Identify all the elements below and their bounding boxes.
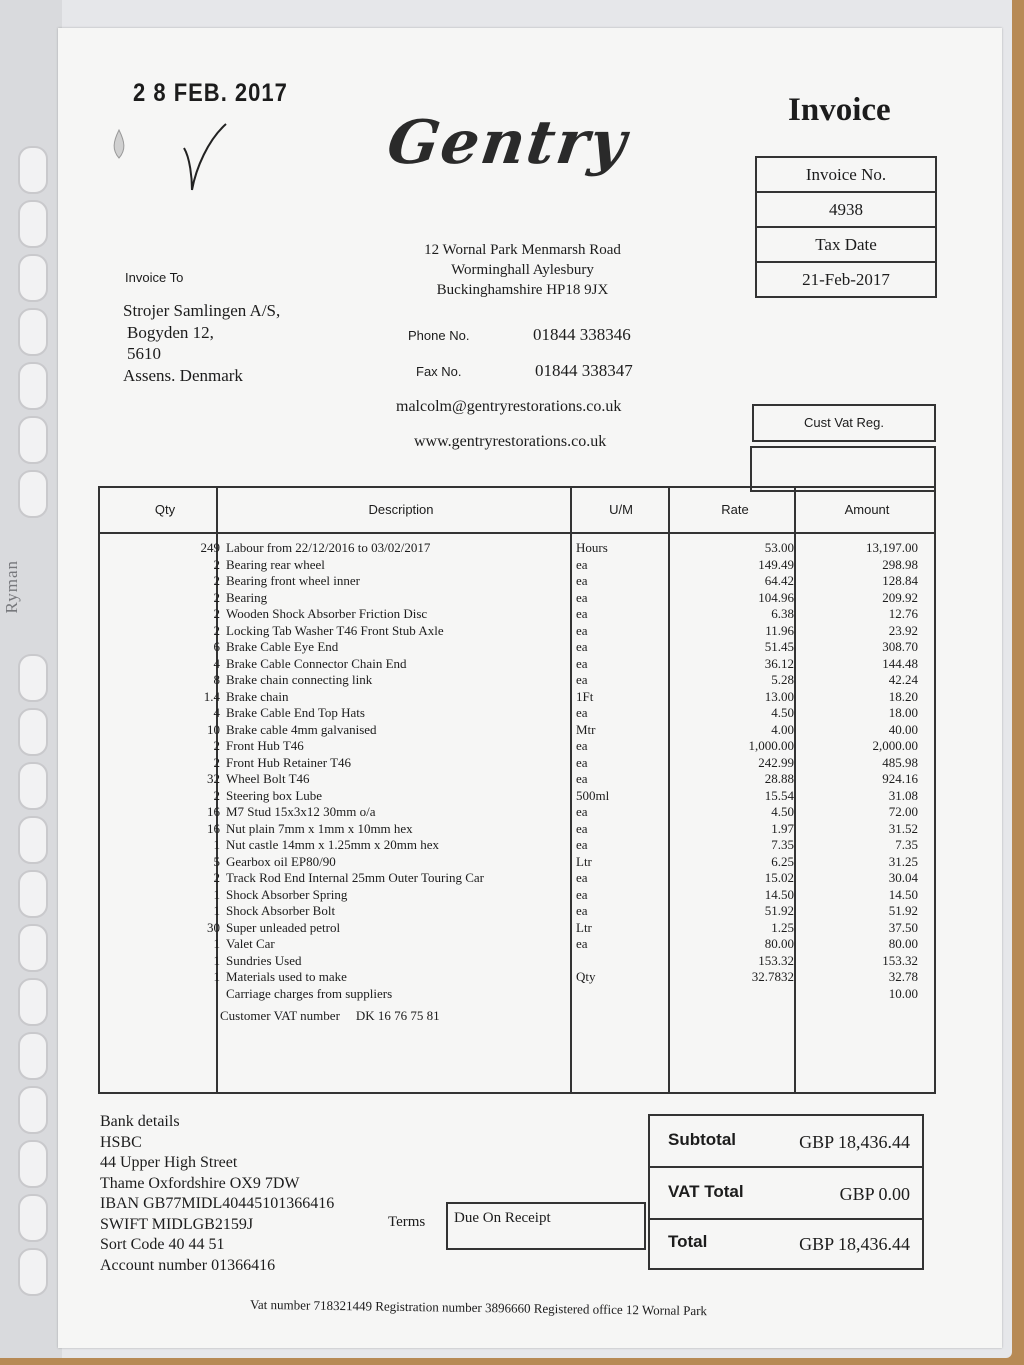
table-cell: 1.97 [771,820,794,836]
table-cell: 36.12 [764,655,794,671]
phone-label: Phone No. [408,328,470,343]
table-cell: 30 [207,919,220,935]
table-cell: 72.00 [888,804,918,819]
table-cell: 153.32 [758,952,794,968]
company-address [380,240,665,300]
table-cell: Track Rod End Internal 25mm Outer Touring Car [226,870,484,885]
table-cell: 104.96 [758,589,794,605]
customer-vat-value: DK 16 76 75 81 [355,1008,440,1023]
table-cell: 40.00 [888,721,918,737]
vat-total-value: GBP 0.00 [839,1184,910,1204]
punch-hole [18,200,48,248]
table-cell: 144.48 [882,655,918,671]
punch-hole [18,254,48,302]
qty-header: Qty [154,502,176,517]
footer-registration: Vat number 718321449 Registration number 3896660 Registered office 12 Wornal Park [249,1296,708,1319]
table-cell: ea [576,639,588,654]
bank-line: Sort Code 40 44 51 [100,1236,225,1253]
table-cell: 32.7832 [751,969,794,984]
punch-hole [18,762,48,810]
table-cell: 15.54 [764,787,794,803]
table-cell: Gearbox oil EP80/90 [226,853,336,869]
table-cell: 16 [207,820,220,836]
table-cell: 924.16 [882,771,918,786]
bank-line: IBAN GB77MIDL40445101366416 [100,1195,335,1212]
table-cell: 2 [213,622,220,638]
address-line: Worminghall Aylesbury [451,262,594,278]
table-cell: Ltr [576,919,592,935]
table-cell: 153.32 [882,952,918,968]
table-cell: ea [576,705,588,720]
table-cell: 7.35 [895,837,918,852]
table-cell: Brake chain [226,688,289,704]
table-cell: 64.42 [764,573,794,588]
punch-hole [18,978,48,1026]
punch-hole [18,816,48,864]
table-cell: ea [576,886,588,902]
table-cell: Super unleaded petrol [226,919,341,935]
table-cell: Ltr [576,853,592,869]
terms-value: Due On Receipt [446,1202,646,1250]
subtotal-label: Subtotal [668,1130,736,1149]
customer-vat-label: Customer VAT number [220,1008,340,1023]
table-cell: 1.4 [203,688,220,704]
table-cell: 2 [213,556,220,572]
terms-label: Terms [388,1214,426,1230]
rate-header: Rate [721,502,749,517]
table-cell: Valet Car [226,936,275,951]
table-cell: ea [576,903,588,918]
invoice-to-label: Invoice To [125,270,184,285]
table-cell: 4.50 [771,804,794,819]
customer-line: Strojer Samlingen A/S, [123,301,281,320]
totals-box [648,1114,924,1270]
company-logo: Gentry [383,108,633,178]
punch-hole [18,470,48,518]
qty-column [120,540,220,986]
table-cell: 4.00 [771,721,794,737]
punch-hole [18,1140,48,1188]
table-cell: Brake Cable Connector Chain End [226,655,407,671]
table-cell: 1 [213,952,220,968]
table-cell: 32.78 [888,969,918,984]
table-cell: 42.24 [888,672,918,687]
table-cell: 2 [213,606,220,621]
table-cell: 23.92 [888,622,918,638]
table-cell: 1Ft [576,688,594,704]
table-cell: Shock Absorber Bolt [226,903,336,918]
table-cell: 4 [213,655,220,671]
table-cell: 4.50 [771,705,794,720]
table-cell: 2 [213,870,220,885]
table-cell: 6.25 [771,853,794,869]
table-cell: ea [576,573,588,588]
table-cell: 31.25 [888,853,918,869]
table-cell: 1,000.00 [748,738,794,753]
punch-hole [18,708,48,756]
table-cell: 31.08 [888,787,918,803]
table-cell: Steering box Lube [226,787,323,803]
fax-label: Fax No. [416,364,462,379]
table-cell: 5.28 [771,672,794,687]
table-cell: 5 [213,853,220,869]
invoice-title: Invoice [788,92,891,128]
table-cell: 6.38 [771,606,794,621]
punch-hole [18,870,48,918]
table-cell: 51.92 [764,903,794,918]
punch-hole [18,1032,48,1080]
table-cell [576,953,666,970]
address-line: 12 Wornal Park Menmarsh Road [424,242,621,258]
table-cell: 37.50 [888,919,918,935]
email-address: malcolm@gentryrestorations.co.uk [396,398,622,415]
table-cell: 30.04 [888,870,918,885]
bank-line: Account number 01366416 [100,1256,276,1274]
tax-date: 21-Feb-2017 [802,270,890,289]
bank-line: HSBC [100,1133,142,1151]
customer-line: Assens. Denmark [123,365,243,385]
table-cell: 298.98 [882,556,918,572]
table-cell: Hours [576,540,608,555]
amount-column [806,540,918,1002]
table-cell: Bearing [226,589,268,605]
table-cell: Brake chain connecting link [226,672,373,687]
customer-line: 5610 [127,344,161,363]
table-cell: Nut plain 7mm x 1mm x 10mm hex [226,820,413,836]
table-cell: 6 [213,639,220,654]
table-cell: Brake Cable End Top Hats [226,705,365,720]
bank-line: 44 Upper High Street [100,1154,238,1171]
table-cell: Labour from 22/12/2016 to 03/02/2017 [226,540,431,555]
table-cell: 2 [213,573,220,588]
punch-hole [18,308,48,356]
rate-column [680,540,794,986]
table-cell: 7.35 [771,837,794,852]
fax-number: 01844 338347 [535,361,633,380]
bank-line: Thame Oxfordshire OX9 7DW [100,1174,300,1192]
table-cell: Carriage charges from suppliers [226,985,393,1001]
bank-line: Bank details [100,1113,180,1130]
table-cell: ea [576,556,588,572]
total-value: GBP 18,436.44 [799,1234,910,1254]
customer-line: Bogyden 12, [127,322,214,342]
table-cell: 485.98 [882,754,918,770]
table-cell: 1 [213,886,220,902]
subtotal-row [650,1116,922,1168]
table-cell: 249 [200,540,220,555]
table-cell: ea [576,804,588,819]
subtotal-value: GBP 18,436.44 [799,1132,910,1152]
um-header: U/M [609,502,633,517]
bank-details [100,1112,334,1276]
table-cell: Bearing rear wheel [226,556,325,572]
tax-date-label: Tax Date [757,228,935,263]
table-cell: 2 [213,754,220,770]
table-cell: 10 [207,721,220,737]
customer-address [123,300,280,386]
total-row [650,1218,922,1268]
punch-hole [18,362,48,410]
table-cell: Qty [576,969,596,984]
table-cell: 1 [213,936,220,951]
table-cell: Wheel Bolt T46 [226,771,310,786]
punch-hole [18,1248,48,1296]
total-label: Total [668,1232,708,1251]
table-cell: 14.50 [888,886,918,902]
table-cell: 10.00 [888,985,918,1001]
description-header: Description [368,502,434,517]
punch-hole [18,146,48,194]
table-cell: ea [576,870,588,885]
table-cell: 18.20 [888,688,918,704]
table-cell: 31.52 [888,820,918,836]
table-cell: 308.70 [882,639,918,654]
address-line: Buckinghamshire HP18 9JX [436,282,609,298]
table-cell: M7 Stud 15x3x12 30mm o/a [226,804,376,819]
table-cell: Brake cable 4mm galvanised [226,721,377,737]
table-cell: ea [576,820,588,836]
table-cell: Mtr [576,721,596,737]
table-cell: 128.84 [882,573,918,588]
column-divider [794,488,796,1092]
table-cell: ea [576,606,588,621]
table-cell: Locking Tab Washer T46 Front Stub Axle [226,622,444,638]
punch-hole [18,654,48,702]
table-cell: 242.99 [758,754,794,770]
table-cell: 53.00 [764,540,794,555]
table-cell: 14.50 [764,886,794,902]
table-cell: 209.92 [882,589,918,605]
column-divider [570,488,572,1092]
bank-line: SWIFT MIDLGB2159J [100,1215,254,1233]
table-cell: 80.00 [764,936,794,951]
table-cell: ea [576,754,588,770]
table-cell: 11.96 [765,622,794,638]
table-cell: 1 [213,837,220,852]
table-cell: 13,197.00 [866,540,918,555]
table-cell: 149.49 [758,556,794,572]
table-cell: Wooden Shock Absorber Friction Disc [226,606,428,621]
table-cell: 1.25 [771,919,794,935]
table-cell: Shock Absorber Spring [226,886,348,902]
table-cell: 1 [213,903,220,918]
table-cell: 500ml [576,787,610,803]
table-cell: 2,000.00 [872,738,918,753]
invoice-number: 4938 [757,193,935,228]
table-cell: 4 [213,705,220,720]
amount-header: Amount [844,502,890,517]
vat-total-row [650,1168,922,1220]
table-cell: Nut castle 14mm x 1.25mm x 20mm hex [226,837,440,852]
table-cell: 51.92 [888,903,918,918]
table-cell: Materials used to make [226,969,347,984]
cust-vat-reg-label: Cust Vat Reg. [752,404,936,442]
table-cell: Brake Cable Eye End [226,639,339,654]
table-cell: Front Hub T46 [226,738,304,753]
table-cell: ea [576,672,588,687]
table-cell: 15.02 [764,870,794,885]
table-cell: ea [576,655,588,671]
vat-total-label: VAT Total [668,1182,744,1201]
table-cell: 2 [213,738,220,753]
table-cell: 13.00 [764,688,794,704]
table-cell: Bearing front wheel inner [226,573,360,588]
table-cell: 2 [213,589,220,605]
invoice-info-box [755,156,937,298]
table-cell: 1 [213,969,220,984]
table-cell: 8 [213,672,220,687]
table-cell: ea [576,771,588,786]
website: www.gentryrestorations.co.uk [414,433,607,450]
table-cell: Sundries Used [226,952,302,968]
table-cell: ea [576,837,588,852]
sleeve-binding-strip [0,0,62,1358]
table-cell: 51.45 [764,639,794,654]
um-column [576,540,666,986]
punch-hole [18,1086,48,1134]
punch-hole [18,924,48,972]
table-cell: ea [576,936,588,951]
phone-number: 01844 338346 [533,325,631,344]
table-cell: ea [576,589,588,605]
line-items-table [98,486,936,1094]
table-cell: 80.00 [888,936,918,951]
table-cell: Front Hub Retainer T46 [226,754,352,770]
received-date-stamp: 2 8 FEB. 2017 [133,78,288,107]
table-cell: 32 [207,771,220,786]
column-divider [668,488,670,1092]
table-cell: ea [576,738,588,753]
handwritten-tick-icon [180,118,230,198]
invoice-number-label: Invoice No. [757,158,935,193]
table-cell: 28.88 [764,771,794,786]
customer-vat-number [220,1008,440,1024]
description-column [226,540,566,1002]
table-cell: 12.76 [888,606,918,621]
table-cell: ea [576,622,588,638]
table-cell: 2 [213,787,220,803]
punch-hole [18,1194,48,1242]
sleeve-brand: Ryman [2,560,21,614]
table-cell: 18.00 [888,705,918,720]
punch-hole [18,416,48,464]
table-cell: 16 [207,804,220,819]
pen-mark-icon [110,128,128,160]
